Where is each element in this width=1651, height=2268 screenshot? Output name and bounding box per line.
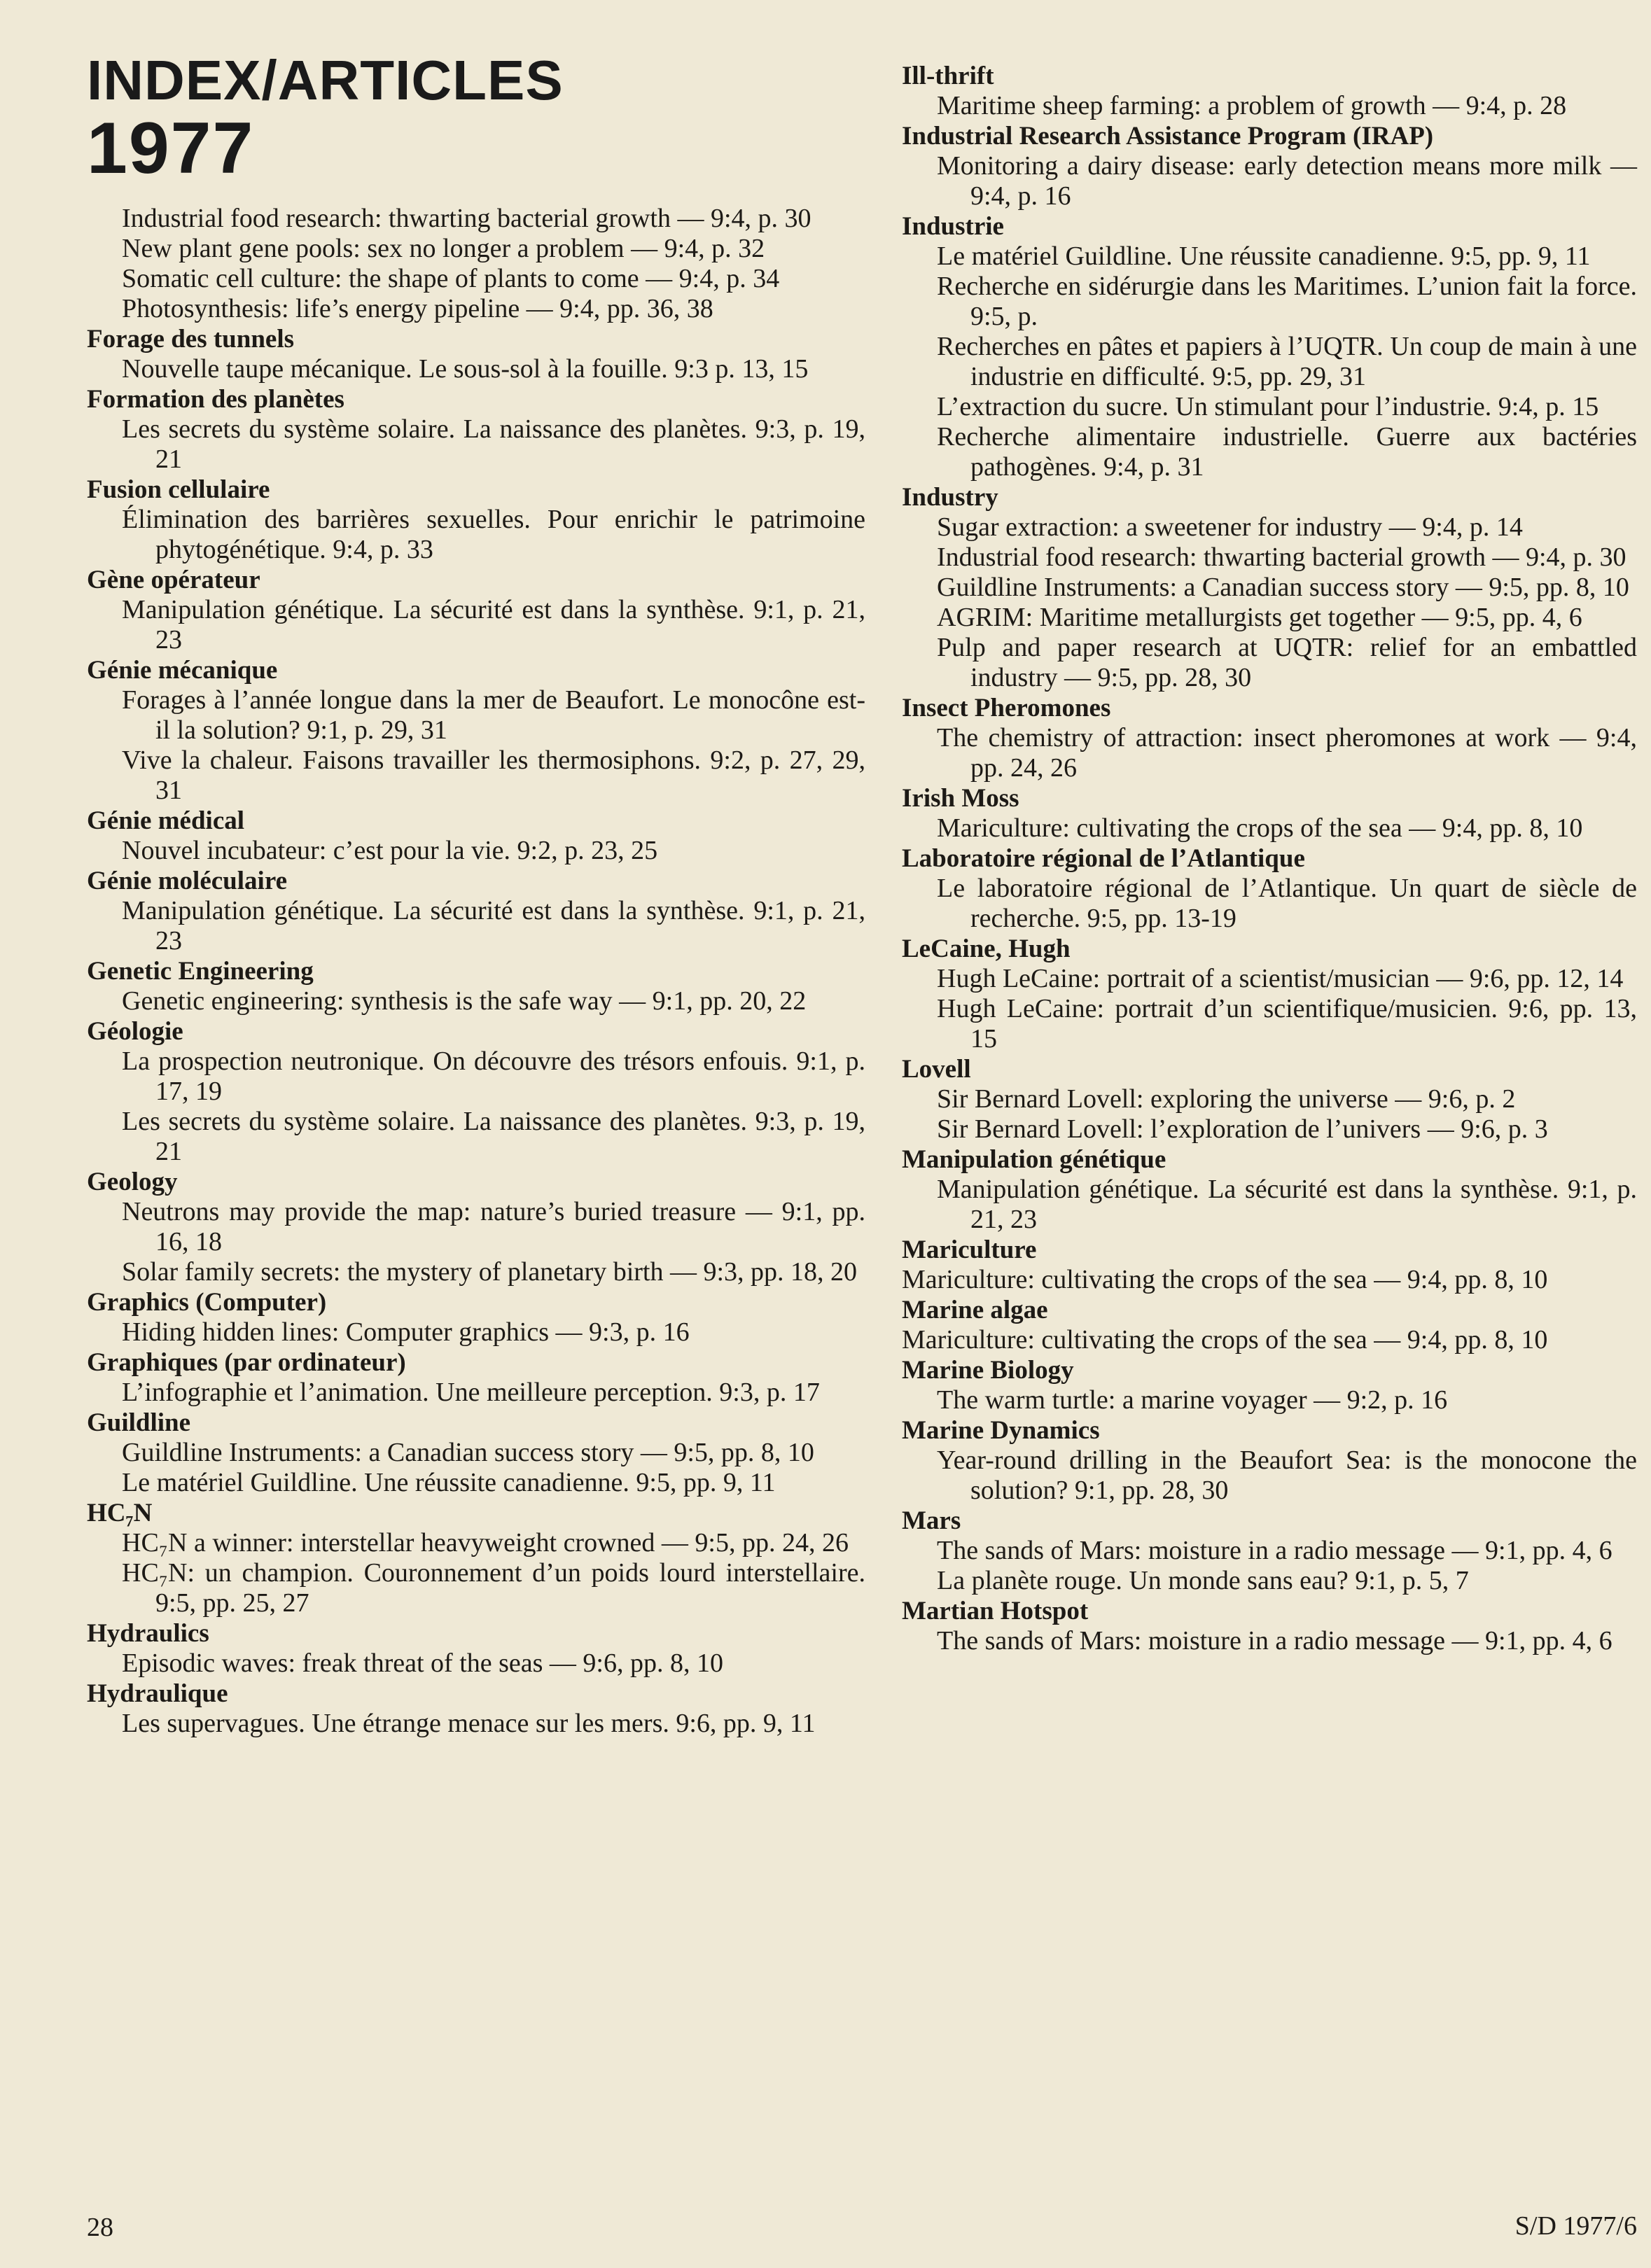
index-entry: Vive la chaleur. Faisons travailler les thermosiphons. 9:2, p. 27, 29, 31 bbox=[122, 746, 865, 805]
index-heading: Graphiques (par ordinateur) bbox=[87, 1348, 406, 1377]
index-entry: Le matériel Guildline. Une réussite canadienne. 9:5, pp. 9, 11 bbox=[937, 241, 1591, 271]
index-heading: Génie médical bbox=[87, 806, 245, 835]
index-heading: Insect Pheromones bbox=[902, 694, 1111, 722]
index-group bbox=[87, 204, 865, 324]
index-heading: Geology bbox=[87, 1168, 178, 1196]
index-group bbox=[87, 1498, 865, 1618]
index-group bbox=[902, 211, 1637, 482]
index-entry: The sands of Mars: moisture in a radio message — 9:1, pp. 4, 6 bbox=[937, 1626, 1612, 1656]
index-group bbox=[902, 1054, 1637, 1144]
index-group bbox=[87, 1016, 865, 1167]
index-entry: Industrial food research: thwarting bacterial growth — 9:4, p. 30 bbox=[122, 204, 811, 233]
index-heading: Irish Moss bbox=[902, 784, 1019, 813]
title-line-index-articles: INDEX/ARTICLES bbox=[87, 49, 564, 111]
index-group bbox=[87, 1618, 865, 1679]
index-entry: AGRIM: Maritime metallurgists get together — 9:5, pp. 4, 6 bbox=[937, 603, 1582, 632]
index-group bbox=[87, 655, 865, 806]
index-column-right bbox=[902, 61, 1637, 1656]
index-entry: Photosynthesis: life’s energy pipeline — 9:4, pp. 36, 38 bbox=[122, 294, 713, 323]
index-group bbox=[87, 1679, 865, 1739]
index-entry: La planète rouge. Un monde sans eau? 9:1, p. 5, 7 bbox=[937, 1566, 1469, 1595]
index-entry: Sir Bernard Lovell: exploring the universe — 9:6, p. 2 bbox=[937, 1084, 1516, 1114]
index-heading: Lovell bbox=[902, 1055, 971, 1084]
index-entry: Sugar extraction: a sweetener for industry — 9:4, p. 14 bbox=[937, 512, 1523, 542]
index-group bbox=[87, 384, 865, 475]
index-entry: Sir Bernard Lovell: l’exploration de l’univers — 9:6, p. 3 bbox=[937, 1114, 1548, 1144]
index-heading: Forage des tunnels bbox=[87, 325, 294, 354]
index-group bbox=[902, 1144, 1637, 1235]
index-group bbox=[902, 1295, 1637, 1355]
index-heading: Industrie bbox=[902, 212, 1004, 241]
index-entry: Mariculture: cultivating the crops of the sea — 9:4, pp. 8, 10 bbox=[902, 1265, 1548, 1294]
index-heading: Hydraulics bbox=[87, 1619, 209, 1648]
index-heading: HC₇N bbox=[87, 1499, 153, 1527]
index-heading: Génie mécanique bbox=[87, 656, 278, 685]
index-group bbox=[902, 844, 1637, 934]
index-group bbox=[902, 121, 1637, 211]
index-group bbox=[87, 565, 865, 655]
index-group bbox=[87, 956, 865, 1016]
index-group bbox=[902, 1235, 1637, 1295]
index-entry: L’extraction du sucre. Un stimulant pour l’industrie. 9:4, p. 15 bbox=[937, 392, 1599, 421]
index-entry: The chemistry of attraction: insect pheromones at work — 9:4, pp. 24, 26 bbox=[937, 723, 1637, 783]
index-group bbox=[87, 1167, 865, 1287]
index-entry: Hugh LeCaine: portrait of a scientist/musician — 9:6, pp. 12, 14 bbox=[937, 964, 1624, 993]
index-heading: Fusion cellulaire bbox=[87, 475, 270, 504]
index-entry: Hiding hidden lines: Computer graphics — 9:3, p. 16 bbox=[122, 1317, 690, 1347]
issue-label: S/D 1977/6 bbox=[1514, 2211, 1637, 2241]
index-heading: Marine Dynamics bbox=[902, 1416, 1100, 1445]
page-number: 28 bbox=[87, 2213, 113, 2242]
index-entry: Recherche alimentaire industrielle. Guerre aux bactéries pathogènes. 9:4, p. 31 bbox=[937, 422, 1637, 482]
index-entry: Hugh LeCaine: portrait d’un scientifique/musicien. 9:6, pp. 13, 15 bbox=[937, 994, 1637, 1054]
index-heading: Laboratoire régional de l’Atlantique bbox=[902, 844, 1305, 873]
index-group bbox=[87, 324, 865, 384]
index-entry: Recherche en sidérurgie dans les Maritimes. L’union fait la force. 9:5, p. bbox=[937, 272, 1637, 331]
index-entry: L’infographie et l’animation. Une meilleure perception. 9:3, p. 17 bbox=[122, 1378, 820, 1407]
index-entry: Le matériel Guildline. Une réussite canadienne. 9:5, pp. 9, 11 bbox=[122, 1468, 776, 1497]
index-column-left bbox=[87, 204, 865, 1739]
index-entry: Somatic cell culture: the shape of plants to come — 9:4, p. 34 bbox=[122, 264, 780, 293]
index-entry: Manipulation génétique. La sécurité est dans la synthèse. 9:1, p. 21, 23 bbox=[122, 595, 865, 654]
index-group bbox=[902, 934, 1637, 1054]
index-group bbox=[902, 1506, 1637, 1596]
index-entry: Solar family secrets: the mystery of planetary birth — 9:3, pp. 18, 20 bbox=[122, 1257, 858, 1287]
index-entry: Les secrets du système solaire. La naissance des planètes. 9:3, p. 19, 21 bbox=[122, 1107, 865, 1166]
index-group bbox=[87, 866, 865, 956]
index-entry: Nouvel incubateur: c’est pour la vie. 9:2, p. 23, 25 bbox=[122, 836, 658, 865]
index-group bbox=[902, 1415, 1637, 1506]
index-entry: The warm turtle: a marine voyager — 9:2, p. 16 bbox=[937, 1385, 1448, 1415]
index-entry: Monitoring a dairy disease: early detection means more milk — 9:4, p. 16 bbox=[937, 151, 1637, 211]
index-heading: Mariculture bbox=[902, 1236, 1037, 1264]
index-entry: Manipulation génétique. La sécurité est dans la synthèse. 9:1, p. 21, 23 bbox=[122, 896, 865, 955]
index-heading: Graphics (Computer) bbox=[87, 1288, 327, 1317]
index-entry: New plant gene pools: sex no longer a problem — 9:4, p. 32 bbox=[122, 234, 765, 263]
index-entry: La prospection neutronique. On découvre des trésors enfouis. 9:1, p. 17, 19 bbox=[122, 1046, 865, 1106]
index-group bbox=[87, 1287, 865, 1348]
index-heading: Marine Biology bbox=[902, 1356, 1074, 1385]
index-entry: Les supervagues. Une étrange menace sur les mers. 9:6, pp. 9, 11 bbox=[122, 1709, 816, 1738]
index-entry: HC₇N a winner: interstellar heavyweight crowned — 9:5, pp. 24, 26 bbox=[122, 1528, 849, 1558]
index-entry: Le laboratoire régional de l’Atlantique. Un quart de siècle de recherche. 9:5, pp. 13-19 bbox=[937, 874, 1637, 933]
index-group bbox=[87, 806, 865, 866]
index-entry: Mariculture: cultivating the crops of the sea — 9:4, pp. 8, 10 bbox=[902, 1325, 1548, 1354]
index-group bbox=[902, 693, 1637, 783]
index-heading: LeCaine, Hugh bbox=[902, 934, 1071, 963]
index-group bbox=[902, 482, 1637, 693]
index-heading: Industrial Research Assistance Program (IRAP) bbox=[902, 122, 1434, 150]
index-entry: Industrial food research: thwarting bacterial growth — 9:4, p. 30 bbox=[937, 542, 1626, 572]
index-entry: Episodic waves: freak threat of the seas — 9:6, pp. 8, 10 bbox=[122, 1648, 723, 1678]
index-entry: Guildline Instruments: a Canadian success story — 9:5, pp. 8, 10 bbox=[122, 1438, 814, 1467]
index-entry: Mariculture: cultivating the crops of the sea — 9:4, pp. 8, 10 bbox=[937, 813, 1583, 843]
index-entry: HC₇N: un champion. Couronnement d’un poids lourd interstellaire. 9:5, pp. 25, 27 bbox=[122, 1558, 865, 1618]
index-entry: Maritime sheep farming: a problem of growth — 9:4, p. 28 bbox=[937, 91, 1567, 120]
index-group bbox=[902, 1596, 1637, 1656]
index-entry: Recherches en pâtes et papiers à l’UQTR. Un coup de main à une industrie en difficulté. 9:5, pp. 29, 31 bbox=[937, 332, 1637, 391]
index-heading: Génie moléculaire bbox=[87, 867, 287, 895]
index-heading: Guildline bbox=[87, 1408, 191, 1437]
index-entry: Neutrons may provide the map: nature’s buried treasure — 9:1, pp. 16, 18 bbox=[122, 1197, 865, 1256]
index-group bbox=[902, 1355, 1637, 1415]
index-heading: Marine algae bbox=[902, 1296, 1048, 1324]
index-entry: Year-round drilling in the Beaufort Sea: is the monocone the solution? 9:1, pp. 28, 30 bbox=[937, 1446, 1637, 1505]
index-group bbox=[902, 783, 1637, 844]
index-group bbox=[902, 61, 1637, 121]
index-entry: Les secrets du système solaire. La naissance des planètes. 9:3, p. 19, 21 bbox=[122, 414, 865, 474]
index-heading: Hydraulique bbox=[87, 1679, 228, 1708]
index-heading: Ill-thrift bbox=[902, 62, 994, 90]
index-entry: Forages à l’année longue dans la mer de Beaufort. Le monocône est-il la solution? 9:1, p. 29, 31 bbox=[122, 685, 865, 745]
index-heading: Industry bbox=[902, 483, 998, 512]
index-entry: Genetic engineering: synthesis is the safe way — 9:1, pp. 20, 22 bbox=[122, 986, 807, 1016]
index-entry: Pulp and paper research at UQTR: relief for an embattled industry — 9:5, pp. 28, 30 bbox=[937, 633, 1637, 692]
index-heading: Martian Hotspot bbox=[902, 1597, 1089, 1625]
index-heading: Géologie bbox=[87, 1017, 183, 1046]
index-group bbox=[87, 475, 865, 565]
index-entry: Guildline Instruments: a Canadian success story — 9:5, pp. 8, 10 bbox=[937, 573, 1629, 602]
index-group bbox=[87, 1348, 865, 1408]
index-entry: The sands of Mars: moisture in a radio message — 9:1, pp. 4, 6 bbox=[937, 1536, 1612, 1565]
page-title bbox=[87, 49, 564, 189]
index-group bbox=[87, 1408, 865, 1498]
index-heading: Mars bbox=[902, 1506, 961, 1535]
index-heading: Gène opérateur bbox=[87, 566, 260, 594]
index-heading: Genetic Engineering bbox=[87, 957, 314, 986]
index-heading: Formation des planètes bbox=[87, 385, 344, 414]
index-entry: Manipulation génétique. La sécurité est dans la synthèse. 9:1, p. 21, 23 bbox=[937, 1175, 1637, 1234]
index-entry: Élimination des barrières sexuelles. Pour enrichir le patrimoine phytogénétique. 9:4, p. 33 bbox=[122, 505, 865, 564]
index-entry: Nouvelle taupe mécanique. Le sous-sol à la fouille. 9:3 p. 13, 15 bbox=[122, 354, 809, 384]
title-line-year: 1977 bbox=[87, 108, 255, 189]
index-heading: Manipulation génétique bbox=[902, 1145, 1166, 1174]
